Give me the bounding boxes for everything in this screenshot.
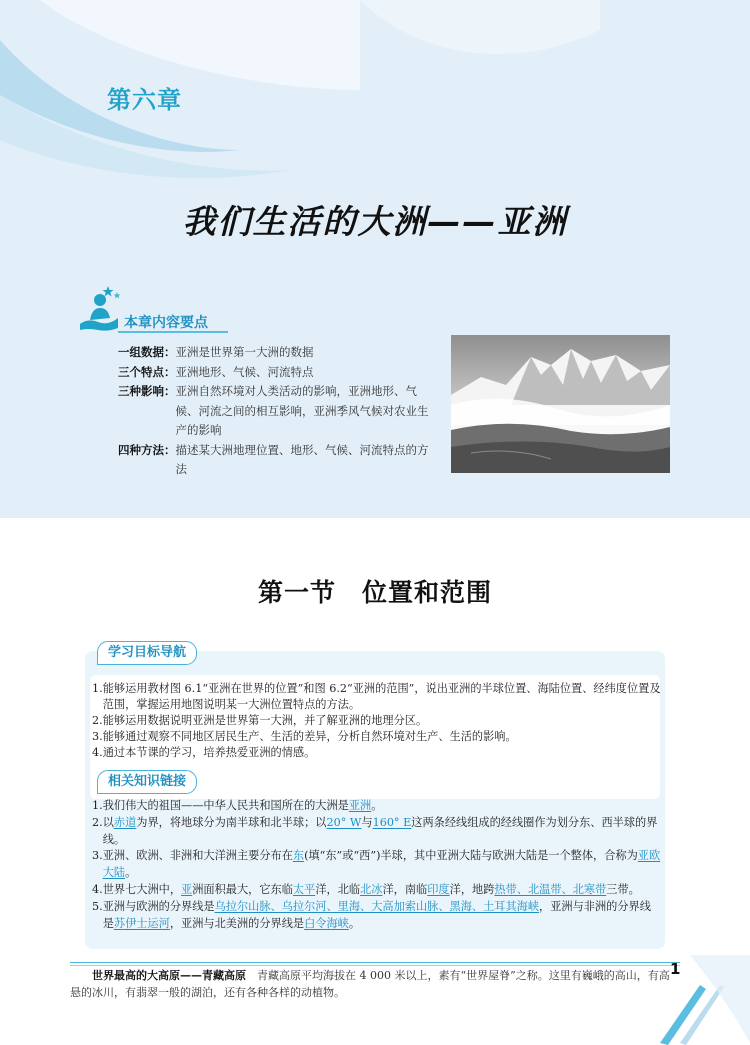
page-number: 1 bbox=[670, 960, 681, 978]
answer-text: 东 bbox=[292, 849, 305, 863]
question-text: 。 bbox=[125, 866, 137, 880]
key-point-label: 四种方法： bbox=[118, 442, 176, 457]
key-point-text: 亚洲自然环境对人类活动的影响，亚洲地形、气候、河流之间的相互影响，亚洲季风气候对农业生产的影响 bbox=[175, 384, 429, 437]
answer-text: 亚欧大陆 bbox=[102, 849, 661, 880]
answer-text: 白令海峡 bbox=[304, 916, 349, 930]
answer-text: 北冰 bbox=[360, 882, 383, 896]
answer-text: 160° E bbox=[372, 815, 412, 829]
question-text: 亚洲、欧洲、非洲和大洋洲主要分布在 bbox=[102, 849, 293, 863]
item-number: 5. bbox=[92, 899, 103, 913]
footer-text: 青藏高原平均海拔在 4 000 米以上，素有“世界屋脊”之称。这里有巍峨的高山，有高悬的冰川，有翡翠一般的湖泊，还有各种各样的动植物。 bbox=[70, 969, 670, 999]
item-text: 能够运用教材图 6.1“亚洲在世界的位置”和图 6.2“亚洲的范围”，说出亚洲的半球位置、海陆位置、经纬度位置及范围，掌握运用地图说明某一大洲位置特点的方法。 bbox=[102, 682, 661, 711]
key-point-item bbox=[118, 382, 438, 441]
item-number: 2. bbox=[92, 815, 103, 829]
answer-text: 热带、北温带、北寒带 bbox=[494, 882, 607, 896]
key-point-label: 三种影响： bbox=[118, 384, 176, 398]
item-number: 1. bbox=[92, 682, 103, 695]
item-text bbox=[103, 815, 662, 849]
key-point-text: 亚洲地形、气候、河流特点 bbox=[175, 364, 314, 379]
item-text bbox=[103, 798, 662, 815]
footer-note bbox=[70, 967, 670, 1001]
list-item bbox=[92, 848, 662, 882]
question-text: 洋，北临 bbox=[315, 882, 361, 896]
item-text: 能够运用数据说明亚洲是世界第一大洲，并了解亚洲的地理分区。 bbox=[102, 714, 428, 727]
question-text: 以 bbox=[102, 815, 114, 829]
list-item bbox=[92, 815, 662, 849]
page-corner-decoration bbox=[640, 955, 750, 1045]
question-text: 。 bbox=[371, 799, 383, 812]
answer-text: 20° W bbox=[326, 815, 362, 829]
list-item bbox=[92, 713, 662, 729]
list-item bbox=[92, 729, 662, 745]
list-item bbox=[92, 882, 662, 899]
goals-list bbox=[92, 681, 662, 761]
key-points-list bbox=[118, 343, 438, 480]
chapter-label: 第六章 bbox=[107, 86, 182, 114]
question-text: 世界七大洲中， bbox=[102, 882, 182, 896]
answer-text: 太平 bbox=[292, 882, 316, 896]
question-text: (填“东”或“西”)半球，其中亚洲大陆与欧洲大陆是一个整体，合称为 bbox=[304, 849, 638, 863]
list-item bbox=[92, 681, 662, 713]
footer-divider bbox=[70, 965, 680, 966]
chapter-header-panel bbox=[0, 0, 750, 518]
question-text: 洋，南临 bbox=[382, 882, 428, 896]
mountain-photo bbox=[451, 335, 670, 473]
key-point-item bbox=[118, 441, 438, 480]
key-point-item bbox=[118, 343, 438, 363]
question-text: 这两条经线组成的经线圈作为划分东、西半球的界线。 bbox=[102, 815, 658, 846]
footer-divider bbox=[70, 962, 680, 963]
item-number: 3. bbox=[92, 730, 103, 743]
list-item bbox=[92, 798, 662, 815]
question-text: ，亚洲与非洲的分界线是 bbox=[102, 899, 651, 930]
knowledge-list bbox=[92, 798, 662, 932]
links-heading: 相关知识链接 bbox=[97, 770, 197, 794]
question-text: 为界，将地球分为南半球和北半球；以 bbox=[136, 815, 327, 829]
item-number: 4. bbox=[92, 882, 103, 896]
answer-text: 苏伊士运河 bbox=[113, 916, 170, 930]
list-item bbox=[92, 745, 662, 761]
question-text: ，亚洲与北美洲的分界线是 bbox=[169, 916, 305, 930]
item-text: 通过本节课的学习，培养热爱亚洲的情感。 bbox=[102, 746, 316, 759]
item-number: 3. bbox=[92, 849, 103, 863]
key-point-text: 描述某大洲地理位置、地形、气候、河流特点的方法 bbox=[175, 442, 429, 476]
question-text: 与 bbox=[361, 815, 373, 829]
question-text: 洋，地跨 bbox=[449, 882, 495, 896]
chapter-title: 我们生活的大洲——亚洲 bbox=[182, 202, 568, 241]
section-title: 第一节 位置和范围 bbox=[257, 578, 492, 607]
answer-text: 赤道 bbox=[113, 815, 137, 829]
answer-text: 亚洲 bbox=[348, 799, 372, 812]
footer-title: 世界最高的大高原——青藏高原 bbox=[92, 969, 246, 982]
key-point-text: 亚洲是世界第一大洲的数据 bbox=[175, 345, 314, 359]
item-number: 4. bbox=[92, 746, 103, 759]
item-text: 能够通过观察不同地区居民生产、生活的差异，分析自然环境对生产、生活的影响。 bbox=[102, 730, 517, 743]
item-number: 1. bbox=[92, 799, 103, 812]
key-points-heading: 本章内容要点 bbox=[124, 315, 208, 331]
answer-text: 亚 bbox=[181, 882, 193, 896]
key-point-label: 三个特点： bbox=[118, 364, 176, 379]
list-item bbox=[92, 899, 662, 933]
question-text: 三带。 bbox=[606, 882, 640, 896]
question-text: 我们伟大的祖国——中华人民共和国所在的大洲是 bbox=[102, 799, 349, 812]
key-points-underline bbox=[118, 331, 228, 333]
key-point-item bbox=[118, 363, 438, 383]
question-text: 。 bbox=[348, 916, 361, 930]
item-text bbox=[103, 848, 662, 882]
answer-text: 乌拉尔山脉、乌拉尔河、里海、大高加索山脉、黑海、土耳其海峡 bbox=[214, 899, 540, 913]
reading-person-icon bbox=[78, 284, 122, 332]
answer-text: 印度 bbox=[427, 882, 450, 896]
goals-heading: 学习目标导航 bbox=[97, 641, 197, 665]
question-text: 亚洲与欧洲的分界线是 bbox=[102, 899, 215, 913]
key-point-label: 一组数据： bbox=[118, 345, 176, 359]
item-text bbox=[103, 882, 662, 899]
item-number: 2. bbox=[92, 714, 103, 727]
question-text: 洲面积最大，它东临 bbox=[192, 882, 293, 896]
item-text bbox=[103, 899, 662, 933]
